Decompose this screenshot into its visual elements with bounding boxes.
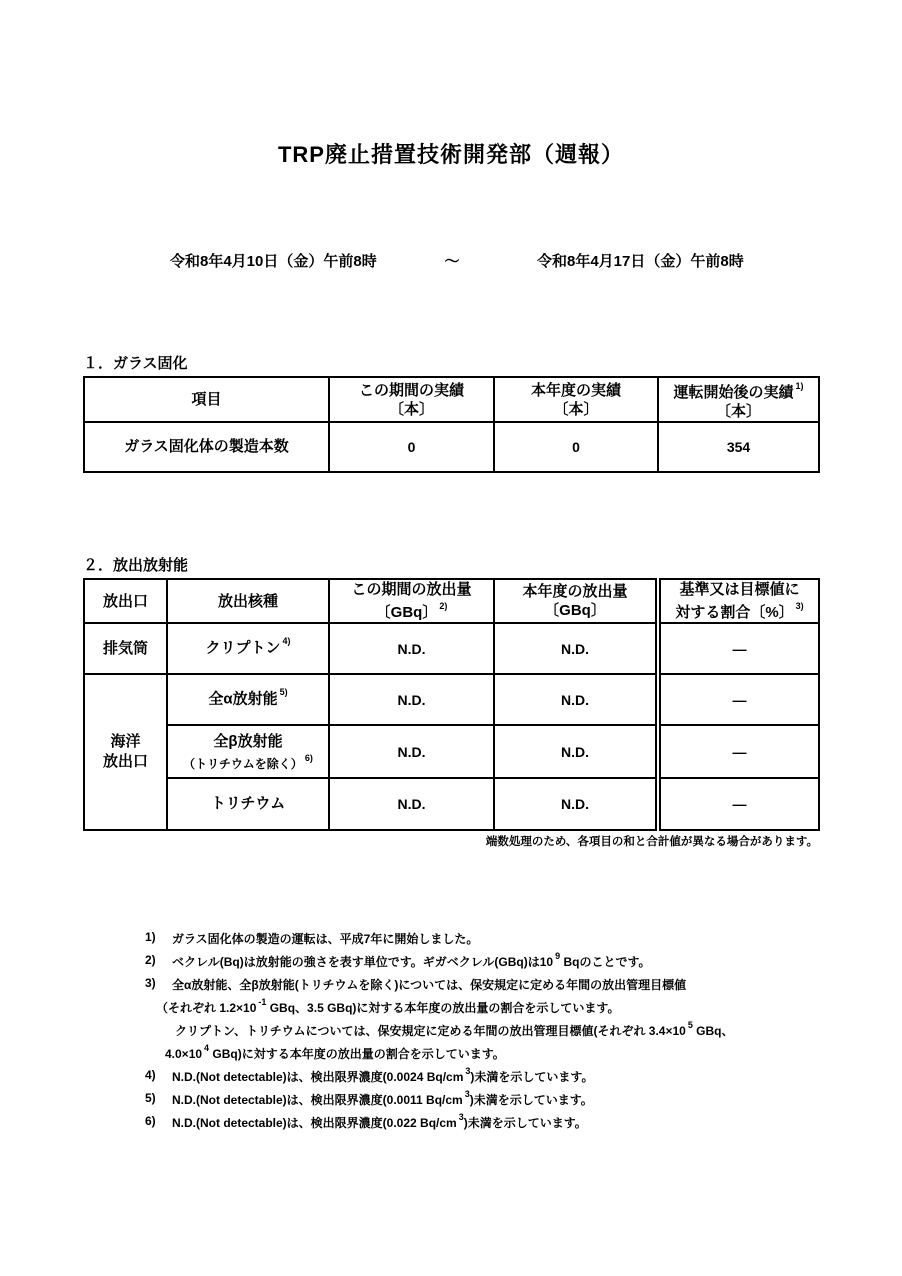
footnote-3-cont-1: （それぞれ 1.2×10 $^{-1}$ GBq、3.5 GBq)に対する本年度の放出量の割合を示しています。 (156, 997, 620, 1015)
table-header-row (84, 377, 819, 422)
table-row-beta (84, 725, 819, 778)
nuclide-krypton: クリプトン $^{4)}$ (167, 623, 329, 674)
krypton-year-value: N.D. (494, 623, 658, 674)
footnote-ref-1: 1) (795, 380, 804, 391)
footnote-3-cont-3: 4.0×10 $^4$ GBq)に対する本年度の放出量の割合を示しています。 (165, 1043, 505, 1061)
footnote-ref-6: 6) (304, 752, 313, 763)
footnote-5: 5) N.D.(Not detectable)は、検出限界濃度(0.0011 Bq/cm $^3$)未満を示しています。 (145, 1089, 593, 1107)
t2-col-nuclide: 放出核種 (167, 579, 329, 623)
beta-ratio-value: ― (658, 725, 819, 778)
t1-col-period: この期間の実績 〔本〕 (329, 377, 494, 422)
table-row-krypton (84, 623, 819, 674)
t2-col-outlet: 放出口 (84, 579, 167, 623)
table-row-tritium (84, 778, 819, 830)
glass-solidification-table (83, 376, 820, 473)
t2-col-year: 本年度の放出量 〔GBq〕 (494, 579, 658, 623)
section1-heading: １．ガラス固化 (83, 355, 188, 372)
tritium-year-value: N.D. (494, 778, 658, 830)
footnote-2: 2) ベクレル(Bq)は放射能の強さを表す単位です。ギガベクレル(GBq)は10 $^9$ Bqのことです。 (145, 951, 651, 969)
outlet-marine: 海洋 放出口 (84, 674, 167, 830)
footnote-ref-4: 4) (282, 636, 291, 647)
rounding-note: 端数処理のため、各項目の和と合計値が異なる場合があります。 (485, 836, 818, 848)
t1-row-label: ガラス固化体の製造本数 (84, 422, 329, 472)
t1-value-total: 354 (658, 422, 819, 472)
table-header-row (84, 579, 819, 623)
footnote-ref-5: 5) (279, 687, 288, 698)
footnote-1: 1) ガラス固化体の製造の運転は、平成7年に開始しました。 (145, 930, 479, 946)
t1-col-item-label: 項目 (191, 391, 222, 408)
footnote-ref-2: 2) (439, 601, 448, 611)
footnote-6: 6) N.D.(Not detectable)は、検出限界濃度(0.022 Bq/cm $^3$)未満を示しています。 (145, 1112, 587, 1130)
t1-col-year: 本年度の実績 〔本〕 (494, 377, 658, 422)
nuclide-beta: 全β放射能 （トリチウムを除く） $^{6)}$ (167, 725, 329, 778)
t2-col-ratio: 基準又は目標値に 対する割合〔%〕 $^{3)}$ (658, 579, 819, 623)
t1-value-period: 0 (329, 422, 494, 472)
tritium-ratio-value: ― (658, 778, 819, 830)
section2-heading: ２．放出放射能 (83, 557, 189, 574)
report-period-end: 令和8年4月17日（金）午前8時 (537, 253, 744, 270)
report-period-separator: ～ (444, 253, 460, 270)
footnote-ref-3: 3) (795, 601, 804, 611)
page-title: TRP廃止措置技術開発部（週報） (277, 142, 624, 167)
footnote-3: 3) 全α放射能、全β放射能(トリチウムを除く)については、保安規定に定める年間の放出管理目標値 (145, 976, 687, 992)
outlet-stack: 排気筒 (84, 623, 167, 674)
krypton-ratio-value: ― (658, 623, 819, 674)
t1-col-total: 運転開始後の実績 $^{1)}$ 〔本〕 (658, 377, 819, 422)
alpha-year-value: N.D. (494, 674, 658, 725)
beta-year-value: N.D. (494, 725, 658, 778)
footnote-4: 4) N.D.(Not detectable)は、検出限界濃度(0.0024 Bq/cm $^3$)未満を示しています。 (145, 1066, 594, 1084)
footnotes (145, 930, 734, 1137)
nuclide-alpha: 全α放射能 $^{5)}$ (167, 674, 329, 725)
nuclide-tritium: トリチウム (167, 778, 329, 830)
alpha-ratio-value: ― (658, 674, 819, 725)
footnote-3-cont-2: クリプトン、トリチウムについては、保安規定に定める年間の放出管理目標値(それぞれ 3.4×10 $^5$ GBq、 (175, 1020, 734, 1038)
tritium-period-value: N.D. (329, 778, 494, 830)
t1-col-item (84, 377, 329, 422)
table-row (84, 422, 819, 472)
alpha-period-value: N.D. (329, 674, 494, 725)
table-row-alpha (84, 674, 819, 725)
t2-col-period: この期間の放出量 〔GBq〕 $^{2)}$ (329, 579, 494, 623)
t1-value-year: 0 (494, 422, 658, 472)
released-radioactivity-table (83, 578, 820, 831)
krypton-period-value: N.D. (329, 623, 494, 674)
report-period-start: 令和8年4月10日（金）午前8時 (170, 253, 377, 270)
beta-period-value: N.D. (329, 725, 494, 778)
